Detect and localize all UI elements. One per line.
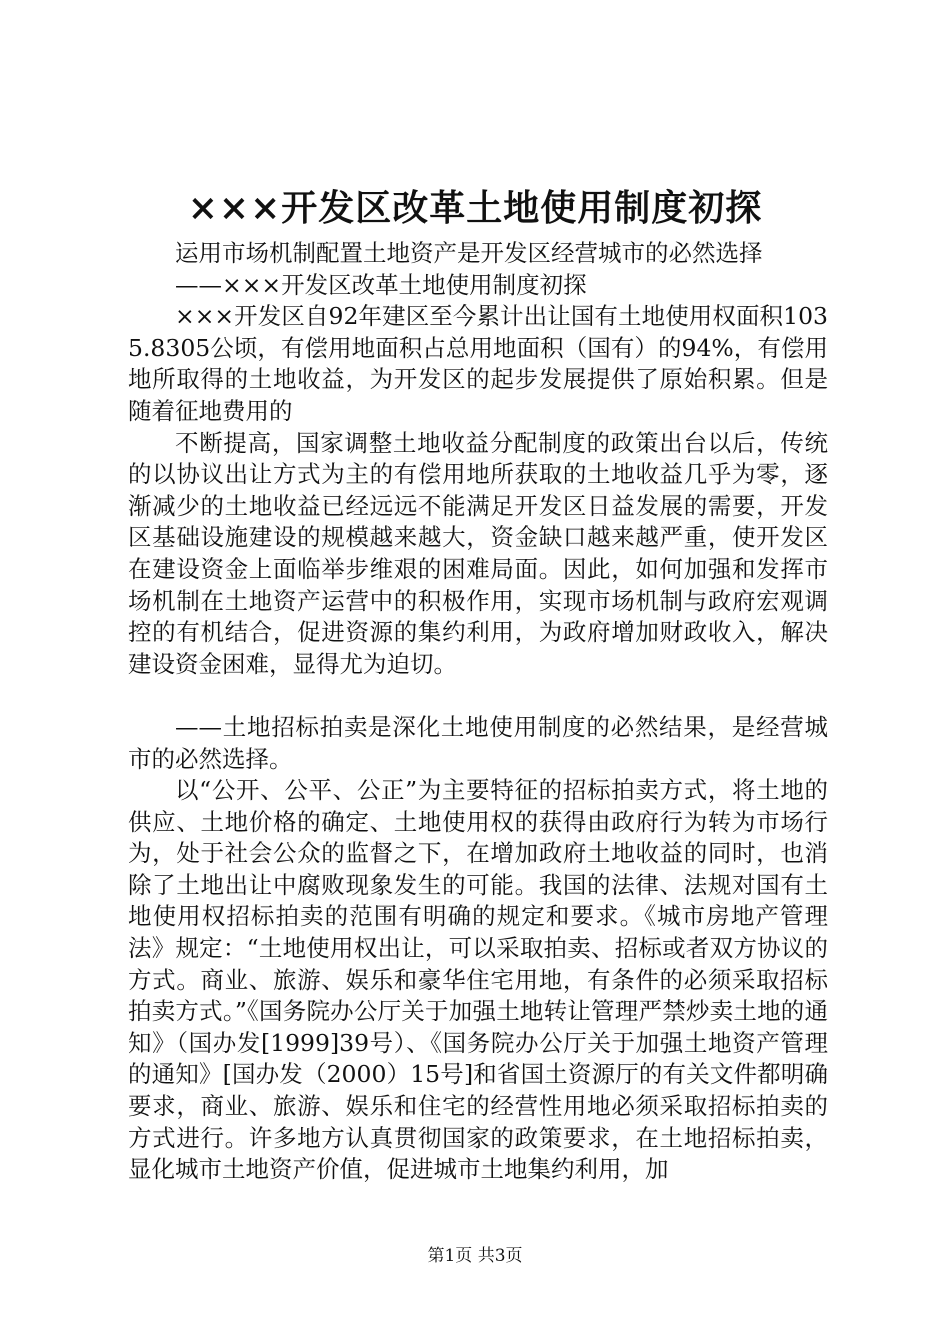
body-paragraph: 以“公开、公平、公正”为主要特征的招标拍卖方式，将土地的供应、土地价格的确定、土地使用权的获得由政府行为转为市场行为，处于社会公众的监督之下，在增加政府土地收益的同时，也消除了土地出让中腐败现象发生的可能。我国的法律、法规对国有土地使用权招标拍卖的范围有明确的规定和要求。《城市房地产管理法》规定：“土地使用权出让，可以采取拍卖、招标或者双方协议的方式。商业、旅游、娱乐和豪华住宅用地，有条件的必须采取招标拍卖方式。”《国务院办公厅关于加强土地转让管理严禁炒卖土地的通知》（国办发[1999]39号）、《国务院办公厅关于加强土地资产管理的通知》[国办发（2000）15号]和省国土资源厅的有关文件都明确要求，商业、旅游、娱乐和住宅的经营性用地必须采取招标拍卖的方式进行。许多地方认真贯彻国家的政策要求，在土地招标拍卖，显化城市土地资产价值，促进城市土地集约利用，加 — [128, 776, 828, 1184]
document-title: ×××开发区改革土地使用制度初探 — [187, 187, 763, 229]
subtitle-line: 运用市场机制配置土地资产是开发区经营城市的必然选择 — [175, 239, 763, 267]
section-heading-paragraph: ——土地招标拍卖是深化土地使用制度的必然结果，是经营城市的必然选择。 — [128, 712, 828, 773]
body-paragraph: ×××开发区自92年建区至今累计出让国有土地使用权面积1035.8305公顷，有偿用地面积占总用地面积（国有）的94%，有偿用地所取得的土地收益，为开发区的起步发展提供了原始积累。但是随着征地费用的 — [128, 302, 828, 425]
document-body — [128, 238, 828, 1186]
page-footer: 第1页 共3页 — [427, 1246, 523, 1266]
body-paragraph: 不断提高，国家调整土地收益分配制度的政策出台以后，传统的以协议出让方式为主的有偿用地所获取的土地收益几乎为零，逐渐减少的土地收益已经远远不能满足开发区日益发展的需要，开发区基础设施建设的规模越来越大，资金缺口越来越严重，使开发区在建设资金上面临举步维艰的困难局面。因此，如何加强和发挥市场机制在土地资产运营中的积极作用，实现市场机制与政府宏观调控的有机结合，促进资源的集约利用，为政府增加财政收入，解决建设资金困难，显得尤为迫切。 — [128, 428, 828, 678]
subtitle-line: ——×××开发区改革土地使用制度初探 — [175, 270, 587, 299]
